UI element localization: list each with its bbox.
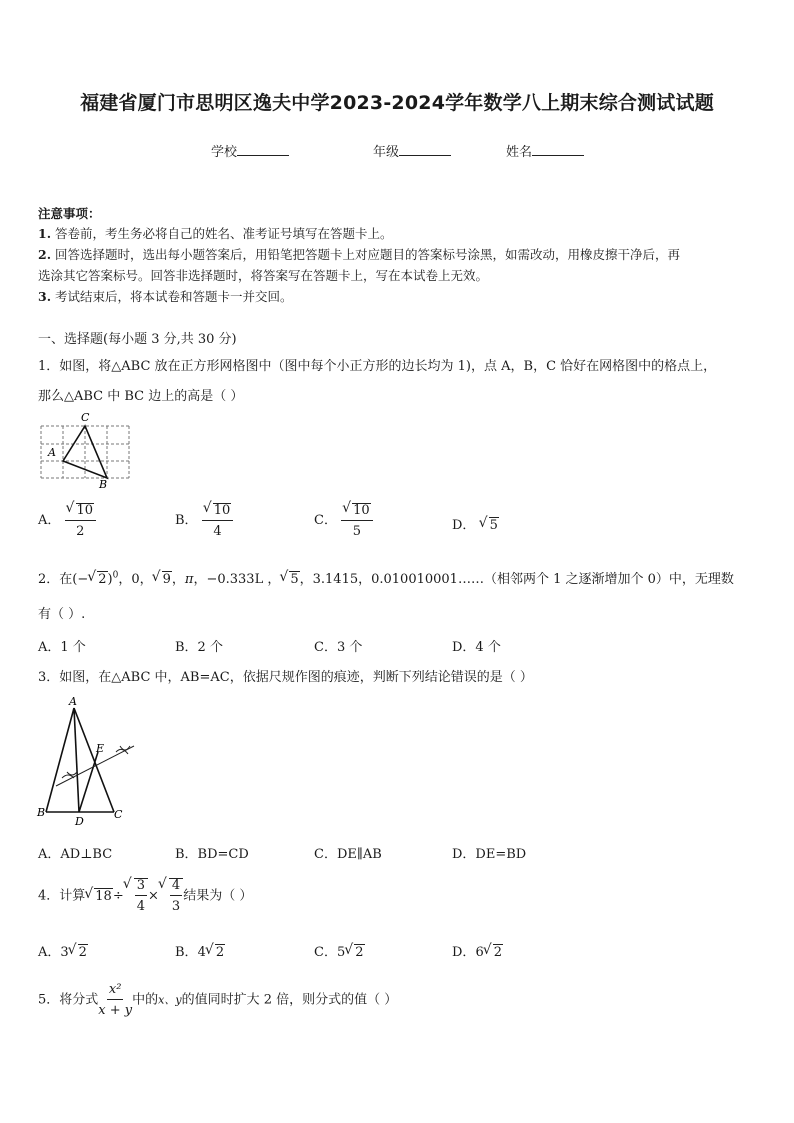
q3-option-b[interactable]: B．BD=CD: [175, 847, 249, 862]
q3-figure: [34, 694, 144, 829]
q3-text: 3．如图，在△ABC 中，AB=AC，依据尺规作图的痕迹，判断下列结论错误的是（ ）: [38, 670, 533, 685]
q2-close: ): [107, 572, 113, 587]
school-blank[interactable]: [237, 143, 289, 156]
q5-fraction: [98, 983, 132, 1017]
q4-option-b-label: B．: [175, 945, 198, 960]
q3-label-e: E: [96, 742, 105, 755]
q2-option-a[interactable]: A．1 个: [38, 640, 86, 655]
q3-option-d[interactable]: D．DE=BD: [452, 847, 527, 862]
q1-label-b: B: [99, 478, 108, 488]
q2-rad2: 2: [98, 572, 107, 587]
grade-blank[interactable]: [399, 143, 451, 156]
q1-option-a-den: 2: [76, 524, 85, 539]
q4-line: [38, 878, 252, 913]
q4-option-d[interactable]: [452, 941, 503, 960]
q1-option-a[interactable]: [38, 503, 96, 538]
q4-option-c[interactable]: [314, 941, 365, 960]
q1-option-a-label: A．: [38, 513, 61, 528]
note-2-text-b: 选涂其它答案标号。回答非选择题时，将答案写在答题卡上，写在本试卷上无效。: [38, 268, 489, 283]
q4-f2-num: √ 4: [170, 879, 182, 896]
q2-rad9: 9: [162, 572, 171, 587]
q1-label-a: A: [48, 446, 56, 459]
q1-option-b-label: B．: [175, 513, 198, 528]
q1-option-a-num: 10: [76, 503, 94, 518]
q4-option-d-coef: 6: [475, 945, 484, 960]
q2-line2: 有（ ）.: [38, 607, 86, 622]
q4-f2-den: 3: [171, 899, 181, 914]
q2-mid3: ，−0.333L ，: [193, 572, 281, 587]
q2-option-b[interactable]: B．2 个: [175, 640, 223, 655]
q2-option-d[interactable]: D．4 个: [452, 640, 501, 655]
q4-option-c-rad: 2: [355, 945, 364, 960]
q4-f1-den: 4: [136, 899, 146, 914]
q2-pi: π: [184, 572, 194, 587]
q4-prefix: 4．计算: [38, 888, 86, 904]
q4-option-a[interactable]: [38, 941, 88, 960]
q3-label-d: D: [75, 815, 84, 828]
q1-line1: 1．如图，将△ABC 放在正方形网格图中（图中每个小正方形的边长均为 1)，点 A，B，C 恰好在网格图中的格点上，: [38, 359, 717, 374]
note-1: [38, 224, 393, 242]
section-heading: 一、选择题(每小题 3 分,共 30 分): [38, 332, 237, 347]
q3-label-c: C: [114, 808, 123, 821]
q1-option-d[interactable]: [452, 514, 499, 533]
page-title: 福建省厦门市思明区逸夫中学2023-2024学年数学八上期末综合测试试题: [80, 92, 714, 114]
q5-vars: x、y: [158, 993, 182, 1007]
notes-heading: 注意事项：: [38, 206, 101, 221]
q4-option-d-label: D．: [452, 945, 476, 960]
q1-label-c: C: [81, 411, 90, 424]
grade-label: 年级: [373, 145, 400, 160]
q2-prefix: 2．在: [38, 572, 73, 587]
q1-line2: 那么△ABC 中 BC 边上的高是（ ）: [38, 389, 244, 404]
q5-line: [38, 983, 397, 1017]
q2-mid1: ，0，: [118, 572, 153, 587]
q3-label-a: A: [69, 695, 77, 708]
q3-option-a[interactable]: A．AD⊥BC: [38, 847, 113, 862]
q5-mid: 中的: [132, 992, 159, 1008]
note-3-text: 考试结束后，将本试卷和答题卡一并交回。: [55, 289, 293, 304]
q4-times: ×: [148, 888, 159, 904]
q1-option-b-fraction: [202, 503, 234, 538]
q4-frac-1: [135, 879, 147, 913]
note-1-text: 答卷前，考生务必将自己的姓名、准考证号填写在答题卡上。: [55, 226, 393, 241]
q1-option-c-den: 5: [352, 524, 361, 539]
q2-exp: 0: [112, 570, 119, 581]
q4-option-a-label: A．: [38, 945, 61, 960]
q1-option-c[interactable]: [314, 503, 373, 538]
q1-option-b[interactable]: [175, 503, 233, 538]
q1-option-c-label: C．: [314, 513, 337, 528]
grade-field[interactable]: [373, 141, 451, 160]
q4-f1-num: √ 3: [135, 879, 147, 896]
note-2: [38, 245, 680, 263]
q2-option-c[interactable]: C．3 个: [314, 640, 363, 655]
q1-option-d-label: D．: [452, 518, 476, 533]
q2-tail: ，3.1415，0.010010001……（相邻两个 1 之逐渐增加个 0）中，无理数: [299, 572, 734, 587]
q5-prefix: 5．将分式: [38, 992, 99, 1008]
q5-num: x²: [107, 983, 124, 1000]
q4-option-b-coef: 4: [197, 945, 206, 960]
q4-option-a-coef: 3: [60, 945, 69, 960]
note-3: [38, 287, 293, 305]
q4-div: ÷: [112, 888, 124, 904]
q3-triangle: [46, 708, 114, 812]
q4-option-b-rad: 2: [215, 945, 225, 960]
q4-option-d-rad: 2: [493, 945, 502, 960]
q1-option-d-rad: 5: [489, 518, 498, 533]
name-field[interactable]: [506, 141, 584, 160]
q2-neg: (−: [72, 572, 89, 587]
q1-option-b-den: 4: [213, 524, 222, 539]
q4-option-c-coef: 5: [336, 945, 346, 960]
q1-grid-figure: [36, 408, 136, 488]
q5-den: x + y: [98, 1003, 133, 1018]
q5-suffix: 的值同时扩大 2 倍，则分式的值（ ）: [181, 992, 398, 1008]
note-2-text-a: 回答选择题时，选出每小题答案后，用铅笔把答题卡上对应题目的答案标号涂黑，如需改动，用橡皮擦干净后，再: [55, 247, 681, 262]
q1-option-b-num: 10: [213, 503, 231, 518]
q3-option-c[interactable]: C．DE∥AB: [314, 847, 382, 862]
q1-option-a-fraction: [65, 503, 97, 538]
q4-suffix: 结果为（ ）: [183, 888, 253, 904]
name-label: 姓名: [506, 145, 533, 160]
q1-option-c-fraction: [341, 503, 373, 538]
q4-option-a-rad: 2: [78, 945, 87, 960]
note-2-num: 2.: [38, 247, 52, 262]
q2-mid2: ，: [171, 572, 185, 587]
q4-rad18: 18: [95, 888, 112, 904]
q3-label-b: B: [37, 806, 46, 819]
q4-frac-2: [170, 879, 182, 913]
note-1-num: 1.: [38, 226, 52, 241]
q4-option-c-label: C．: [314, 945, 337, 960]
name-blank[interactable]: [532, 143, 584, 156]
q2-line1: [38, 568, 734, 587]
q4-option-b[interactable]: [175, 941, 225, 960]
school-label: 学校: [211, 145, 238, 160]
school-field[interactable]: [211, 141, 289, 160]
q1-option-c-num: 10: [353, 503, 370, 518]
q3-construction-marks: [56, 746, 134, 786]
note-3-num: 3.: [38, 289, 52, 304]
q2-rad5: 5: [290, 572, 299, 587]
